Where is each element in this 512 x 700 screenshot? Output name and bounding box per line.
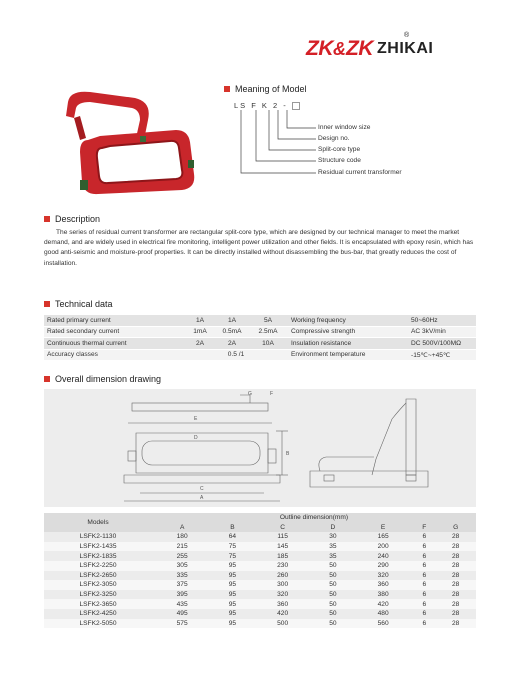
dimension-cell: 215 <box>152 542 212 552</box>
dimension-cell: 28 <box>435 532 476 542</box>
dimension-cell: 360 <box>353 580 413 590</box>
dimension-cell: 115 <box>252 532 312 542</box>
dimension-cell: 28 <box>435 561 476 571</box>
annotation-residual-current: Residual current transformer <box>318 169 402 176</box>
dimension-cell: 305 <box>152 561 212 571</box>
dimension-cell: 495 <box>152 609 212 619</box>
annotation-inner-window: Inner window size <box>318 124 371 131</box>
description-heading: Description <box>55 214 101 224</box>
dimension-cell: 28 <box>435 571 476 581</box>
dimension-cell: 50 <box>313 561 353 571</box>
dimension-cell: 180 <box>152 532 212 542</box>
dimension-cell: 35 <box>313 551 353 561</box>
dimension-cell: 50 <box>313 619 353 629</box>
technical-data-heading: Technical data <box>55 299 113 309</box>
dimension-cell: 95 <box>212 599 252 609</box>
table-row <box>44 599 476 609</box>
dimension-cell: 64 <box>212 532 252 542</box>
spec-value: DC 500V/100MΩ <box>408 338 476 350</box>
spec-label: Compressive strength <box>288 326 408 338</box>
bullet-square-icon <box>44 376 50 382</box>
spec-label: Working frequency <box>288 315 408 326</box>
logo-name: ZHIKAI <box>377 40 434 57</box>
model-cell: LSFK2-5050 <box>44 619 152 629</box>
spec-value: 2A <box>216 338 248 350</box>
spec-label: Environment temperature <box>288 349 408 361</box>
dimension-cell: 320 <box>353 571 413 581</box>
spec-label: Rated primary current <box>44 315 184 326</box>
technical-data-table <box>44 315 476 361</box>
dimension-cell: 560 <box>353 619 413 629</box>
model-cell: LSFK2-4250 <box>44 609 152 619</box>
spec-value: AC 3kV/min <box>408 326 476 338</box>
table-row <box>44 315 476 326</box>
model-cell: LSFK2-1835 <box>44 551 152 561</box>
dimension-cell: 6 <box>413 619 435 629</box>
model-code-placeholder-box <box>292 102 300 110</box>
dimension-cell: 28 <box>435 599 476 609</box>
bullet-square-icon <box>44 301 50 307</box>
dimension-cell: 75 <box>212 542 252 552</box>
dimension-table <box>44 513 476 628</box>
dim-label-g: G <box>248 391 252 397</box>
description-title <box>44 214 100 224</box>
dimension-cell: 395 <box>152 590 212 600</box>
column-header-d: D <box>313 523 353 533</box>
table-row <box>44 571 476 581</box>
model-cell: LSFK2-1435 <box>44 542 152 552</box>
dimension-cell: 335 <box>152 571 212 581</box>
dimension-cell: 30 <box>313 532 353 542</box>
model-code-text: LS F K 2 - <box>234 101 288 110</box>
model-code <box>234 101 300 110</box>
table-row <box>44 590 476 600</box>
dimension-cell: 6 <box>413 571 435 581</box>
annotation-split-core: Split-core type <box>318 146 361 153</box>
model-cell: LSFK2-3650 <box>44 599 152 609</box>
dimension-cell: 95 <box>212 619 252 629</box>
description-text: The series of residual current transformer are rectangular split-core type, which are designed by our technical manager to meet the market demand, and are widely used in electrical fire monitoring, intelligent power utilization and other fields. It is encapsulated with epoxy resin, which has good anti-seismic and moisture-proof properties. It can be directly installed without disassembling the bus-bar, that greatly reduces the cost of installation. <box>44 229 474 267</box>
dimension-cell: 95 <box>212 580 252 590</box>
model-cell: LSFK2-2650 <box>44 571 152 581</box>
dimension-cell: 360 <box>252 599 312 609</box>
logo-zk-right: ZK <box>346 37 373 60</box>
bullet-square-icon <box>224 86 230 92</box>
dimension-cell: 6 <box>413 551 435 561</box>
dimension-cell: 35 <box>313 542 353 552</box>
dimension-cell: 95 <box>212 561 252 571</box>
spec-value: 2.5mA <box>248 326 288 338</box>
bullet-square-icon <box>44 216 50 222</box>
spec-value: 1A <box>216 315 248 326</box>
dim-label-c: C <box>200 486 204 492</box>
spec-value: 50~60Hz <box>408 315 476 326</box>
logo-ampersand: & <box>333 38 346 59</box>
table-row <box>44 609 476 619</box>
dimension-cell: 75 <box>212 551 252 561</box>
dimension-cell: 480 <box>353 609 413 619</box>
spec-value: 5A <box>248 315 288 326</box>
table-row <box>44 338 476 350</box>
model-annotation-lines <box>236 110 320 180</box>
dimension-cell: 420 <box>353 599 413 609</box>
dimension-cell: 6 <box>413 542 435 552</box>
dimension-cell: 6 <box>413 590 435 600</box>
dimension-cell: 95 <box>212 590 252 600</box>
models-header: Models <box>44 513 152 532</box>
dimension-cell: 50 <box>313 599 353 609</box>
dim-label-e: E <box>194 416 198 422</box>
spec-label: Insulation resistance <box>288 338 408 350</box>
dimension-cell: 95 <box>212 609 252 619</box>
dimension-cell: 6 <box>413 532 435 542</box>
dimension-cell: 50 <box>313 580 353 590</box>
dimension-cell: 260 <box>252 571 312 581</box>
dimension-cell: 28 <box>435 551 476 561</box>
dimension-cell: 320 <box>252 590 312 600</box>
table-row <box>44 580 476 590</box>
spec-value: -15℃~+45℃ <box>408 349 476 361</box>
dimension-cell: 6 <box>413 609 435 619</box>
dimension-table-body <box>44 532 476 628</box>
dimension-cell: 375 <box>152 580 212 590</box>
spec-value: 10A <box>248 338 288 350</box>
annotation-structure-code: Structure code <box>318 157 361 164</box>
table-row <box>44 619 476 629</box>
dimension-drawing <box>44 389 476 507</box>
table-row <box>44 542 476 552</box>
model-meaning-title <box>224 84 307 94</box>
dimension-cell: 500 <box>252 619 312 629</box>
registered-mark: ® <box>404 32 410 39</box>
model-cell: LSFK2-2250 <box>44 561 152 571</box>
model-meaning-label: Meaning of Model <box>235 84 307 94</box>
dimension-cell: 240 <box>353 551 413 561</box>
dimension-cell: 165 <box>353 532 413 542</box>
dimension-cell: 50 <box>313 571 353 581</box>
dimension-cell: 575 <box>152 619 212 629</box>
dim-label-b: B <box>286 451 290 457</box>
dimension-cell: 28 <box>435 619 476 629</box>
table-row <box>44 551 476 561</box>
dimension-drawing-title <box>44 374 161 384</box>
column-header-b: B <box>212 523 252 533</box>
dimension-drawing-heading: Overall dimension drawing <box>55 374 162 384</box>
dimension-cell: 200 <box>353 542 413 552</box>
spec-label: Rated secondary current <box>44 326 184 338</box>
spec-label: Accuracy classes <box>44 349 184 361</box>
dimension-cell: 28 <box>435 590 476 600</box>
column-header-g: G <box>435 523 476 533</box>
spec-value: 2A <box>184 338 216 350</box>
dimension-cell: 6 <box>413 580 435 590</box>
column-header-f: F <box>413 523 435 533</box>
dimension-cell: 145 <box>252 542 312 552</box>
dimension-cell: 50 <box>313 590 353 600</box>
dimension-cell: 300 <box>252 580 312 590</box>
dimension-cell: 420 <box>252 609 312 619</box>
spec-value: 0.5 /1 <box>184 349 288 361</box>
dimension-cell: 6 <box>413 599 435 609</box>
dimension-cell: 28 <box>435 542 476 552</box>
annotation-design-no: Design no. <box>318 135 350 142</box>
column-header-e: E <box>353 523 413 533</box>
brand-logo <box>306 37 433 61</box>
table-row <box>44 326 476 338</box>
dim-label-d: D <box>194 435 198 441</box>
dimension-cell: 435 <box>152 599 212 609</box>
spec-label: Continuous thermal current <box>44 338 184 350</box>
dimension-cell: 185 <box>252 551 312 561</box>
dim-label-f: F <box>270 391 274 397</box>
dimension-cell: 290 <box>353 561 413 571</box>
column-header-a: A <box>152 523 212 533</box>
table-row <box>44 349 476 361</box>
dimension-cell: 95 <box>212 571 252 581</box>
model-cell: LSFK2-3250 <box>44 590 152 600</box>
logo-zk-left: ZK <box>306 37 333 60</box>
table-row <box>44 561 476 571</box>
dim-label-a: A <box>200 495 204 501</box>
dimension-cell: 28 <box>435 580 476 590</box>
dimension-cell: 380 <box>353 590 413 600</box>
technical-data-title <box>44 299 113 309</box>
dimension-cell: 28 <box>435 609 476 619</box>
dimension-cell: 230 <box>252 561 312 571</box>
spec-value: 1mA <box>184 326 216 338</box>
dimension-cell: 6 <box>413 561 435 571</box>
table-row <box>44 532 476 542</box>
spec-value: 0.5mA <box>216 326 248 338</box>
dimension-cell: 50 <box>313 609 353 619</box>
model-cell: LSFK2-3050 <box>44 580 152 590</box>
model-cell: LSFK2-1130 <box>44 532 152 542</box>
dimension-cell: 255 <box>152 551 212 561</box>
product-photo <box>40 80 210 210</box>
column-header-c: C <box>252 523 312 533</box>
outline-dimension-header: Outline dimension(mm) <box>152 513 476 523</box>
spec-value: 1A <box>184 315 216 326</box>
